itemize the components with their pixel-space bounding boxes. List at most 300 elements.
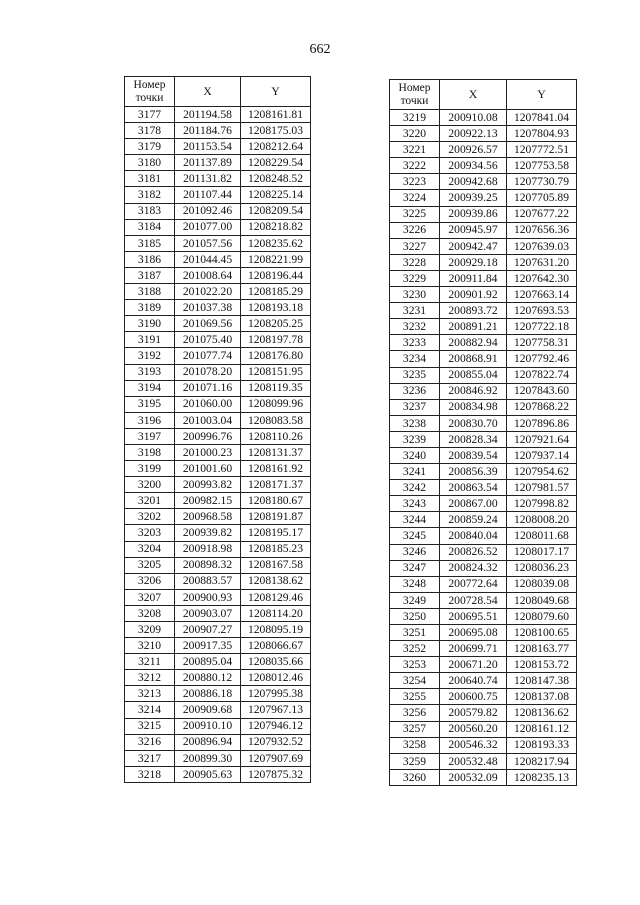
cell-y: 1208039.08 (507, 576, 577, 592)
table-row (125, 155, 311, 171)
cell-x: 200896.94 (175, 734, 241, 750)
table-row (125, 573, 311, 589)
cell-x: 201060.00 (175, 396, 241, 412)
cell-point-number: 3234 (390, 351, 440, 367)
cell-y: 1208119.35 (241, 380, 311, 396)
table-row (125, 123, 311, 139)
table-row (125, 477, 311, 493)
cell-x: 200671.20 (440, 657, 507, 673)
cell-y: 1208185.29 (241, 284, 311, 300)
cell-point-number: 3208 (125, 605, 175, 621)
coordinates-table-right (389, 79, 577, 786)
cell-x: 200922.13 (440, 126, 507, 142)
cell-point-number: 3247 (390, 560, 440, 576)
table-row (390, 415, 577, 431)
cell-y: 1208235.13 (507, 769, 577, 785)
cell-x: 201092.46 (175, 203, 241, 219)
header-y: Y (507, 80, 577, 110)
cell-point-number: 3241 (390, 464, 440, 480)
table-row (125, 203, 311, 219)
cell-point-number: 3197 (125, 428, 175, 444)
cell-y: 1208217.94 (507, 753, 577, 769)
table-row (125, 670, 311, 686)
cell-point-number: 3224 (390, 190, 440, 206)
cell-y: 1208221.99 (241, 251, 311, 267)
cell-x: 200882.94 (440, 335, 507, 351)
cell-x: 201194.58 (175, 107, 241, 123)
cell-x: 200600.75 (440, 689, 507, 705)
table-row (125, 638, 311, 654)
cell-point-number: 3216 (125, 734, 175, 750)
cell-y: 1207946.12 (241, 718, 311, 734)
cell-x: 200824.32 (440, 560, 507, 576)
header-point-number-line1: Номер (133, 78, 166, 91)
cell-x: 200939.82 (175, 525, 241, 541)
cell-x: 201184.76 (175, 123, 241, 139)
cell-y: 1208248.52 (241, 171, 311, 187)
cell-point-number: 3236 (390, 383, 440, 399)
table-row (125, 686, 311, 702)
cell-x: 200868.91 (440, 351, 507, 367)
table-row (125, 525, 311, 541)
cell-x: 200910.08 (440, 110, 507, 126)
cell-y: 1208161.81 (241, 107, 311, 123)
cell-y: 1208218.82 (241, 219, 311, 235)
cell-y: 1208161.92 (241, 461, 311, 477)
header-x: X (440, 80, 507, 110)
table-row (390, 641, 577, 657)
table-row (390, 657, 577, 673)
cell-y: 1207792.46 (507, 351, 577, 367)
cell-x: 201008.64 (175, 267, 241, 283)
cell-x: 200855.04 (440, 367, 507, 383)
cell-point-number: 3212 (125, 670, 175, 686)
cell-y: 1208137.08 (507, 689, 577, 705)
cell-point-number: 3231 (390, 303, 440, 319)
cell-x: 200863.54 (440, 480, 507, 496)
cell-y: 1208229.54 (241, 155, 311, 171)
cell-point-number: 3204 (125, 541, 175, 557)
cell-x: 200695.08 (440, 625, 507, 641)
cell-point-number: 3189 (125, 300, 175, 316)
table-row (390, 737, 577, 753)
coordinates-table-left (124, 76, 311, 783)
cell-x: 200546.32 (440, 737, 507, 753)
cell-x: 201000.23 (175, 444, 241, 460)
cell-point-number: 3178 (125, 123, 175, 139)
cell-point-number: 3233 (390, 335, 440, 351)
cell-y: 1208035.66 (241, 654, 311, 670)
cell-point-number: 3203 (125, 525, 175, 541)
cell-y: 1207841.04 (507, 110, 577, 126)
cell-x: 200909.68 (175, 702, 241, 718)
table-row (390, 174, 577, 190)
cell-y: 1208012.46 (241, 670, 311, 686)
table-row (390, 335, 577, 351)
table-row (125, 541, 311, 557)
cell-point-number: 3244 (390, 512, 440, 528)
cell-y: 1208225.14 (241, 187, 311, 203)
cell-y: 1208153.72 (507, 657, 577, 673)
cell-y: 1208110.26 (241, 428, 311, 444)
cell-y: 1208212.64 (241, 139, 311, 155)
cell-x: 200907.27 (175, 622, 241, 638)
cell-x: 200826.52 (440, 544, 507, 560)
table-row (390, 769, 577, 785)
cell-point-number: 3253 (390, 657, 440, 673)
table-row (125, 396, 311, 412)
cell-y: 1208083.58 (241, 412, 311, 428)
cell-point-number: 3248 (390, 576, 440, 592)
cell-point-number: 3181 (125, 171, 175, 187)
cell-y: 1208151.95 (241, 364, 311, 380)
cell-x: 200910.10 (175, 718, 241, 734)
cell-x: 200903.07 (175, 605, 241, 621)
table-row (125, 332, 311, 348)
cell-point-number: 3255 (390, 689, 440, 705)
header-point-number (390, 80, 440, 110)
table-row (125, 348, 311, 364)
cell-x: 201077.00 (175, 219, 241, 235)
cell-point-number: 3239 (390, 431, 440, 447)
cell-y: 1207843.60 (507, 383, 577, 399)
cell-y: 1208066.67 (241, 638, 311, 654)
cell-y: 1207954.62 (507, 464, 577, 480)
table-row (125, 444, 311, 460)
cell-y: 1208008.20 (507, 512, 577, 528)
cell-x: 200891.21 (440, 319, 507, 335)
table-row (125, 734, 311, 750)
table-row (390, 254, 577, 270)
cell-x: 200880.12 (175, 670, 241, 686)
table-row (125, 187, 311, 203)
cell-y: 1207995.38 (241, 686, 311, 702)
cell-y: 1207921.64 (507, 431, 577, 447)
table-row (390, 222, 577, 238)
cell-y: 1207937.14 (507, 447, 577, 463)
cell-y: 1207639.03 (507, 238, 577, 254)
cell-point-number: 3206 (125, 573, 175, 589)
table-row (125, 493, 311, 509)
cell-x: 200895.04 (175, 654, 241, 670)
cell-x: 200846.92 (440, 383, 507, 399)
cell-x: 200859.24 (440, 512, 507, 528)
cell-x: 200699.71 (440, 641, 507, 657)
cell-point-number: 3222 (390, 158, 440, 174)
table-row (390, 608, 577, 624)
cell-point-number: 3196 (125, 412, 175, 428)
cell-point-number: 3242 (390, 480, 440, 496)
cell-point-number: 3211 (125, 654, 175, 670)
table-row (125, 364, 311, 380)
table-row (125, 428, 311, 444)
table-row (125, 557, 311, 573)
cell-point-number: 3187 (125, 267, 175, 283)
cell-y: 1208095.19 (241, 622, 311, 638)
cell-y: 1207998.82 (507, 496, 577, 512)
cell-point-number: 3183 (125, 203, 175, 219)
header-x: X (175, 77, 241, 107)
table-row (125, 139, 311, 155)
table-row (390, 399, 577, 415)
table-row (125, 766, 311, 782)
cell-point-number: 3214 (125, 702, 175, 718)
cell-x: 201131.82 (175, 171, 241, 187)
table-row (390, 625, 577, 641)
cell-point-number: 3256 (390, 705, 440, 721)
table-row (390, 126, 577, 142)
header-point-number-line2: точки (400, 94, 429, 107)
cell-y: 1208195.17 (241, 525, 311, 541)
table-row (125, 589, 311, 605)
cell-y: 1208163.77 (507, 641, 577, 657)
cell-y: 1207705.89 (507, 190, 577, 206)
table-row (390, 206, 577, 222)
cell-x: 200942.47 (440, 238, 507, 254)
cell-y: 1207822.74 (507, 367, 577, 383)
table-row (390, 576, 577, 592)
cell-x: 200917.35 (175, 638, 241, 654)
cell-x: 200886.18 (175, 686, 241, 702)
cell-point-number: 3201 (125, 493, 175, 509)
cell-y: 1208138.62 (241, 573, 311, 589)
cell-point-number: 3238 (390, 415, 440, 431)
cell-point-number: 3230 (390, 287, 440, 303)
cell-point-number: 3226 (390, 222, 440, 238)
cell-y: 1208136.62 (507, 705, 577, 721)
table-body-right (390, 110, 577, 786)
cell-x: 200772.64 (440, 576, 507, 592)
table-row (390, 383, 577, 399)
cell-point-number: 3184 (125, 219, 175, 235)
cell-x: 200982.15 (175, 493, 241, 509)
table-row (125, 509, 311, 525)
table-row (390, 287, 577, 303)
cell-point-number: 3192 (125, 348, 175, 364)
cell-point-number: 3210 (125, 638, 175, 654)
cell-point-number: 3228 (390, 254, 440, 270)
table-row (390, 544, 577, 560)
cell-y: 1207868.22 (507, 399, 577, 415)
cell-x: 201078.20 (175, 364, 241, 380)
cell-point-number: 3240 (390, 447, 440, 463)
cell-x: 200926.57 (440, 142, 507, 158)
cell-x: 201044.45 (175, 251, 241, 267)
cell-point-number: 3193 (125, 364, 175, 380)
table-row (125, 605, 311, 621)
cell-y: 1207753.58 (507, 158, 577, 174)
cell-y: 1207663.14 (507, 287, 577, 303)
cell-x: 200839.54 (440, 447, 507, 463)
cell-y: 1207722.18 (507, 319, 577, 335)
cell-x: 200899.30 (175, 750, 241, 766)
table-row (125, 107, 311, 123)
table-row (390, 319, 577, 335)
cell-point-number: 3202 (125, 509, 175, 525)
cell-point-number: 3185 (125, 235, 175, 251)
table-row (125, 718, 311, 734)
cell-point-number: 3180 (125, 155, 175, 171)
cell-x: 200728.54 (440, 592, 507, 608)
cell-y: 1207875.32 (241, 766, 311, 782)
cell-x: 200905.63 (175, 766, 241, 782)
cell-x: 201037.38 (175, 300, 241, 316)
cell-x: 201071.16 (175, 380, 241, 396)
table-row (125, 461, 311, 477)
table-row (125, 316, 311, 332)
cell-y: 1208147.38 (507, 673, 577, 689)
table-row (125, 412, 311, 428)
cell-x: 201022.20 (175, 284, 241, 300)
table-row (125, 284, 311, 300)
cell-x: 200579.82 (440, 705, 507, 721)
table-row (390, 238, 577, 254)
cell-x: 201107.44 (175, 187, 241, 203)
cell-point-number: 3200 (125, 477, 175, 493)
cell-y: 1208114.20 (241, 605, 311, 621)
cell-point-number: 3257 (390, 721, 440, 737)
cell-point-number: 3221 (390, 142, 440, 158)
table-row (390, 705, 577, 721)
cell-point-number: 3177 (125, 107, 175, 123)
cell-point-number: 3227 (390, 238, 440, 254)
cell-point-number: 3246 (390, 544, 440, 560)
cell-y: 1207804.93 (507, 126, 577, 142)
cell-y: 1207981.57 (507, 480, 577, 496)
table-row (125, 171, 311, 187)
cell-point-number: 3237 (390, 399, 440, 415)
cell-y: 1208017.17 (507, 544, 577, 560)
cell-point-number: 3220 (390, 126, 440, 142)
table-row (125, 300, 311, 316)
cell-point-number: 3207 (125, 589, 175, 605)
cell-x: 200532.09 (440, 769, 507, 785)
cell-y: 1208205.25 (241, 316, 311, 332)
cell-x: 200640.74 (440, 673, 507, 689)
table-header-row (125, 77, 311, 107)
cell-x: 200939.25 (440, 190, 507, 206)
cell-x: 200934.56 (440, 158, 507, 174)
cell-point-number: 3195 (125, 396, 175, 412)
table-row (125, 622, 311, 638)
table-row (390, 110, 577, 126)
cell-y: 1207967.13 (241, 702, 311, 718)
cell-x: 200911.84 (440, 270, 507, 286)
cell-x: 201137.89 (175, 155, 241, 171)
cell-point-number: 3191 (125, 332, 175, 348)
cell-x: 200856.39 (440, 464, 507, 480)
cell-x: 200828.34 (440, 431, 507, 447)
table-header-row (390, 80, 577, 110)
cell-point-number: 3188 (125, 284, 175, 300)
cell-y: 1208171.37 (241, 477, 311, 493)
table-row (125, 219, 311, 235)
cell-point-number: 3243 (390, 496, 440, 512)
cell-y: 1207730.79 (507, 174, 577, 190)
cell-x: 200893.72 (440, 303, 507, 319)
cell-y: 1208175.03 (241, 123, 311, 139)
table-row (390, 673, 577, 689)
table-row (390, 512, 577, 528)
cell-point-number: 3252 (390, 641, 440, 657)
table-body-left (125, 107, 311, 783)
cell-point-number: 3194 (125, 380, 175, 396)
cell-point-number: 3250 (390, 608, 440, 624)
cell-y: 1208129.46 (241, 589, 311, 605)
table-row (390, 496, 577, 512)
cell-x: 200996.76 (175, 428, 241, 444)
cell-y: 1207772.51 (507, 142, 577, 158)
table-row (390, 480, 577, 496)
cell-point-number: 3254 (390, 673, 440, 689)
table-row (390, 592, 577, 608)
cell-y: 1208235.62 (241, 235, 311, 251)
table-row (125, 702, 311, 718)
cell-x: 200901.92 (440, 287, 507, 303)
table-row (390, 721, 577, 737)
cell-x: 201075.40 (175, 332, 241, 348)
table-row (390, 528, 577, 544)
cell-y: 1208209.54 (241, 203, 311, 219)
header-point-number-line1: Номер (398, 81, 431, 94)
cell-point-number: 3258 (390, 737, 440, 753)
cell-y: 1208176.80 (241, 348, 311, 364)
table-row (390, 560, 577, 576)
cell-y: 1208193.33 (507, 737, 577, 753)
cell-x: 200900.93 (175, 589, 241, 605)
table-row (390, 142, 577, 158)
cell-y: 1208197.78 (241, 332, 311, 348)
cell-x: 200830.70 (440, 415, 507, 431)
cell-point-number: 3219 (390, 110, 440, 126)
page-number: 662 (309, 42, 331, 57)
cell-y: 1207932.52 (241, 734, 311, 750)
cell-x: 200918.98 (175, 541, 241, 557)
table-row (125, 380, 311, 396)
cell-y: 1208011.68 (507, 528, 577, 544)
cell-point-number: 3179 (125, 139, 175, 155)
table-row (390, 190, 577, 206)
cell-point-number: 3213 (125, 686, 175, 702)
cell-y: 1208036.23 (507, 560, 577, 576)
cell-y: 1207642.30 (507, 270, 577, 286)
cell-x: 200942.68 (440, 174, 507, 190)
header-point-number-line2: точки (135, 91, 164, 104)
cell-point-number: 3259 (390, 753, 440, 769)
cell-point-number: 3245 (390, 528, 440, 544)
cell-point-number: 3215 (125, 718, 175, 734)
table-row (390, 303, 577, 319)
cell-y: 1207631.20 (507, 254, 577, 270)
cell-y: 1207677.22 (507, 206, 577, 222)
cell-point-number: 3205 (125, 557, 175, 573)
cell-x: 201003.04 (175, 412, 241, 428)
cell-y: 1208196.44 (241, 267, 311, 283)
cell-point-number: 3190 (125, 316, 175, 332)
cell-y: 1207907.69 (241, 750, 311, 766)
cell-point-number: 3186 (125, 251, 175, 267)
cell-x: 201057.56 (175, 235, 241, 251)
cell-point-number: 3251 (390, 625, 440, 641)
cell-x: 201001.60 (175, 461, 241, 477)
cell-point-number: 3198 (125, 444, 175, 460)
cell-y: 1208049.68 (507, 592, 577, 608)
cell-x: 200834.98 (440, 399, 507, 415)
table-row (390, 464, 577, 480)
cell-point-number: 3249 (390, 592, 440, 608)
table-row (390, 431, 577, 447)
cell-x: 200898.32 (175, 557, 241, 573)
